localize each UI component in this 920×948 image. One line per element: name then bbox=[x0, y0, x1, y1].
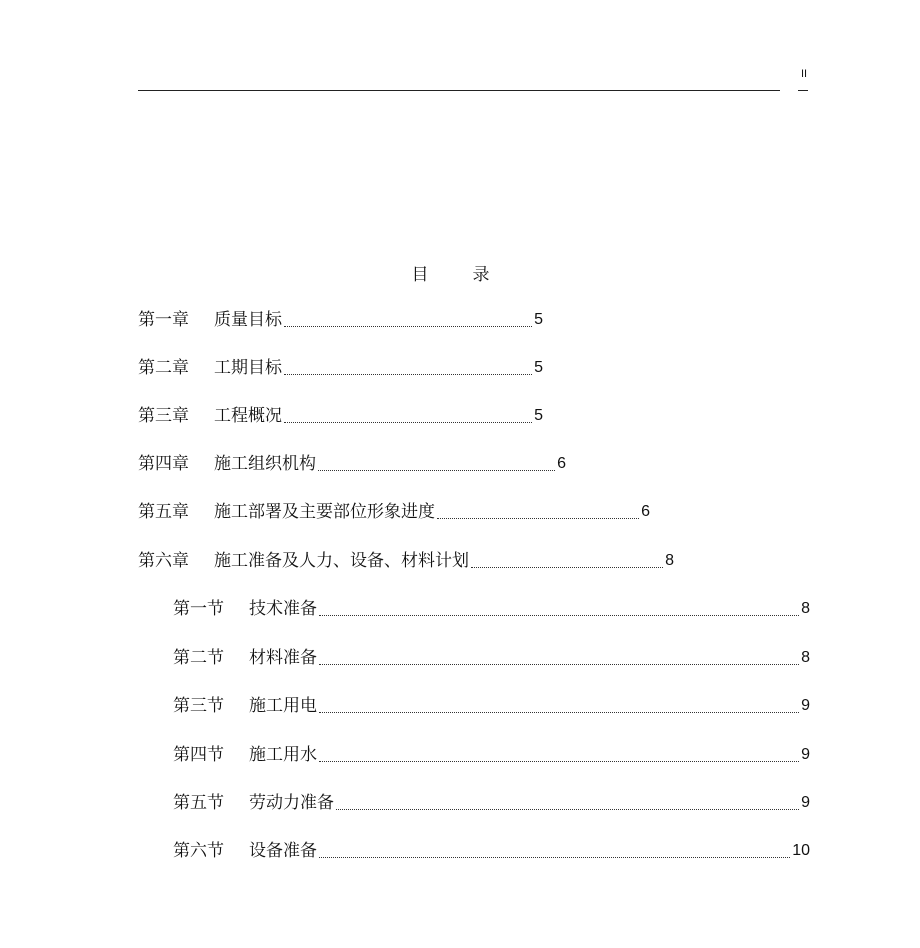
toc-section-name: 施工用电 bbox=[249, 696, 317, 716]
toc-section-label: 第五节 bbox=[173, 793, 224, 813]
toc-section-5[interactable] bbox=[173, 792, 810, 814]
toc-leader bbox=[318, 469, 555, 471]
toc-chapter-name: 质量目标 bbox=[214, 310, 282, 330]
toc-page-number: 9 bbox=[801, 746, 810, 763]
toc-leader bbox=[284, 421, 532, 423]
page-number-roman: II bbox=[800, 68, 808, 80]
toc-leader bbox=[336, 808, 799, 810]
toc-chapter-label: 第二章 bbox=[138, 358, 189, 378]
toc-page-number: 6 bbox=[557, 455, 566, 472]
toc-section-name: 材料准备 bbox=[249, 648, 317, 668]
toc-section-name: 劳动力准备 bbox=[249, 793, 334, 813]
toc-chapter-3[interactable] bbox=[138, 405, 543, 427]
toc-section-label: 第二节 bbox=[173, 648, 224, 668]
toc-chapter-label: 第五章 bbox=[138, 502, 189, 522]
toc-section-label: 第三节 bbox=[173, 696, 224, 716]
toc-section-name: 设备准备 bbox=[249, 841, 317, 861]
toc-page-number: 10 bbox=[792, 842, 810, 859]
toc-page-number: 9 bbox=[801, 794, 810, 811]
page-number-rule bbox=[798, 90, 808, 91]
toc-chapter-label: 第六章 bbox=[138, 551, 189, 571]
toc-leader bbox=[319, 663, 799, 665]
toc-leader bbox=[284, 373, 532, 375]
toc-section-name: 技术准备 bbox=[249, 599, 317, 619]
toc-chapter-name: 施工部署及主要部位形象进度 bbox=[214, 502, 435, 522]
toc-section-6[interactable] bbox=[173, 840, 810, 862]
toc-leader bbox=[437, 517, 639, 519]
toc-section-label: 第六节 bbox=[173, 841, 224, 861]
toc-page-number: 8 bbox=[801, 600, 810, 617]
toc-chapter-4[interactable] bbox=[138, 453, 566, 475]
toc-section-3[interactable] bbox=[173, 695, 810, 717]
toc-chapter-2[interactable] bbox=[138, 357, 543, 379]
toc-chapter-5[interactable] bbox=[138, 501, 650, 523]
toc-chapter-name: 施工准备及人力、设备、材料计划 bbox=[214, 551, 469, 571]
toc-page-number: 6 bbox=[641, 503, 650, 520]
toc-page-number: 8 bbox=[665, 552, 674, 569]
toc-leader bbox=[284, 325, 532, 327]
toc-chapter-6[interactable] bbox=[138, 550, 674, 572]
header-rule bbox=[138, 90, 780, 91]
toc-section-name: 施工用水 bbox=[249, 745, 317, 765]
toc-section-1[interactable] bbox=[173, 598, 810, 620]
toc-leader bbox=[471, 566, 663, 568]
toc-section-label: 第四节 bbox=[173, 745, 224, 765]
toc-page-number: 8 bbox=[801, 649, 810, 666]
toc-leader bbox=[319, 856, 790, 858]
toc-leader bbox=[319, 760, 799, 762]
toc-leader bbox=[319, 614, 799, 616]
toc-section-2[interactable] bbox=[173, 647, 810, 669]
toc-page-number: 5 bbox=[534, 311, 543, 328]
toc-title: 目录 bbox=[411, 265, 534, 285]
toc-chapter-name: 施工组织机构 bbox=[214, 454, 316, 474]
toc-page-number: 5 bbox=[534, 407, 543, 424]
toc-chapter-label: 第四章 bbox=[138, 454, 189, 474]
toc-section-4[interactable] bbox=[173, 744, 810, 766]
toc-chapter-1[interactable] bbox=[138, 309, 543, 331]
toc-chapter-label: 第一章 bbox=[138, 310, 189, 330]
toc-leader bbox=[319, 711, 799, 713]
toc-section-label: 第一节 bbox=[173, 599, 224, 619]
toc-chapter-name: 工期目标 bbox=[214, 358, 282, 378]
toc-chapter-name: 工程概况 bbox=[214, 406, 282, 426]
toc-chapter-label: 第三章 bbox=[138, 406, 189, 426]
toc-page-number: 5 bbox=[534, 359, 543, 376]
toc-page-number: 9 bbox=[801, 697, 810, 714]
